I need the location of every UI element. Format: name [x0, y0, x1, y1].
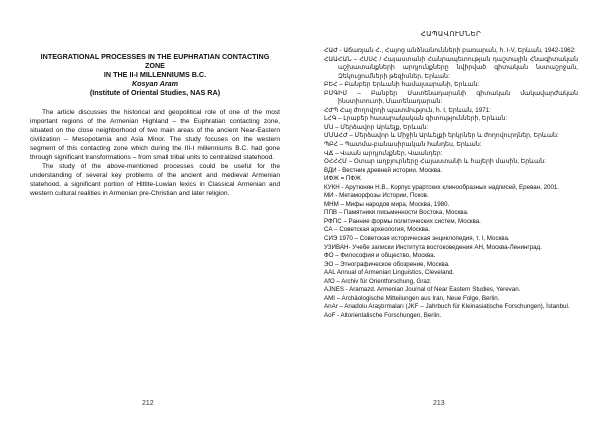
list-item: ՀԺՊ Հայ ժողովրդի պատմություն, հ. I, Երևան, 1971: — [324, 106, 491, 114]
author-affiliation: (Institute of Oriental Studies, NAS RA) — [89, 88, 221, 97]
list-item: МНМ – Мифы народов мира, Москва, 1980. — [324, 200, 450, 208]
list-item: ՎՃ – Վաան արդյունքներ, Վաանդեր: — [324, 149, 443, 157]
article-title-line2: IN THE II-I MILLENNIUMS B.C. — [103, 70, 207, 79]
abstract-paragraph-2: The study of the above-mentioned processes could be useful for the understanding of several key problems of the ancient and medieval Armenian statehood, a significant portion of Hittite-Luwian lexics in Classical Armenian and western cultural realities in Armenian pre-Christian and later religion. — [30, 163, 280, 197]
list-item: ՕՀՀՀՄ – Օտար աղբյուրները Հայաստանի և հայերի մասին, Երևան: — [324, 158, 546, 166]
page-number-right: 213 — [433, 400, 445, 407]
list-item: AoF - Altorientalische Forschungen, Berlin. — [324, 311, 442, 319]
list-item: СИЭ 1970 – Советская историческая энциклопедия, т. I, Москва. — [324, 235, 510, 243]
list-item: МИ - Метаморфозы Истории, Псков. — [324, 192, 429, 200]
list-item: ՄՍ – Մերձավոր Արևելք, Երևան: — [324, 123, 429, 131]
list-item: ЭО – Этнографическое обозрение, Москва. — [324, 260, 450, 268]
list-item: ՀԱԺ - Աճառյան Հ., Հայոց անձնանունների բառարան, հ. I-V, Երևան, 1942-1962: — [324, 47, 576, 54]
list-item: СА – Советская археология, Москва. — [324, 226, 430, 234]
list-item: ИФЖ = ПФЖ — [324, 175, 361, 183]
list-item: AMI – Archäologische Mitteilungen aus Iran, Neue Folge, Berlin. — [324, 294, 500, 302]
author-name: Kosyan Aram — [131, 79, 179, 88]
list-item: ФО – Философия и общество, Москва. — [324, 252, 436, 260]
list-item: ППВ – Памятники письменности Востока, Москва. — [324, 209, 469, 217]
right-page — [300, 0, 600, 425]
list-item: ՄՄԱՀԺ – Մերձավոր և Միջին Արևելքի երկրներ և ժողովուրդներ, Երևան: — [324, 132, 559, 140]
list-item: AfO – Archiv für Orientforschung, Graz. — [324, 277, 432, 285]
list-item: ԲՄԳԻՄ – Բանբեր Մատենադարանի գիտական մակավարժական ինստիտուտի, Մատենադարան: — [324, 89, 578, 106]
abbreviations-heading: ՀԱՊԱՎՈՒՄՆԵՐ — [420, 31, 482, 38]
article-title-line1: INTEGRATIONAL PROCESSES IN THE EUPHRATIAN CONTACTING ZONE — [40, 52, 270, 70]
list-item: ВДИ - Вестник древней истории. Москва. — [324, 166, 443, 174]
list-item: РФПС – Ранние формы политических систем, Москва. — [324, 217, 481, 225]
list-item: AAL Annual of Armenian Linguistics, Cleveland. — [324, 269, 455, 277]
list-item: ԼՀԳ – Լրաբեր հասարակական գիտությունների, Երևան: — [324, 115, 508, 123]
list-item: ՀԱԱՀԱՆ – ՀՍՍՀ / Հայաստանի Հանրապետության դաշտային Հնագիտական աշխատանքների արդյունքները նվիրված գիտական նստաշրջան, Զեկուցումների թեզիսներ, Երևան: — [324, 55, 578, 80]
list-item: ՊԲՀ – Պատմա-բանասիրական հանդես, Երևան: — [324, 141, 482, 149]
list-item: ԲԵՀ – Բանբեր Երևանի համալսարանի, Երևան: — [324, 81, 480, 89]
abstract-paragraph-1: The article discusses the historical and geopolitical role of one of the most important regions of the Armenian Highland – the Euphratian contacting zone, situated on the close neighborhood of two main areas of the ancient Near-Eastern civilization – Mesopotamia and Asia Minor. The study focuses on the western segment of this contacting zone which during the III-I millenniums B.C. had gone through significant transformations – from small tribal units to centralized statehood. — [30, 109, 280, 161]
list-item: AJNES - Aramazd. Armenian Journal of Near Eastern Studies, Yerevan. — [324, 286, 521, 294]
page-number-left: 212 — [142, 400, 154, 407]
abbreviations-list — [324, 47, 578, 321]
list-item: AnAr – Anadolu Araştırmaları (JKF – Jahrbuch für Kleinasiatische Forschungen), İstanbul. — [324, 303, 570, 311]
list-item: КУКН - Арутюнян Н.В., Корпус урартских клинообразных надписей, Ереван, 2001. — [324, 183, 560, 191]
list-item: УЗИВАН- Учебе записки Института востоковедения АН, Москва-Ленинград. — [324, 243, 542, 251]
